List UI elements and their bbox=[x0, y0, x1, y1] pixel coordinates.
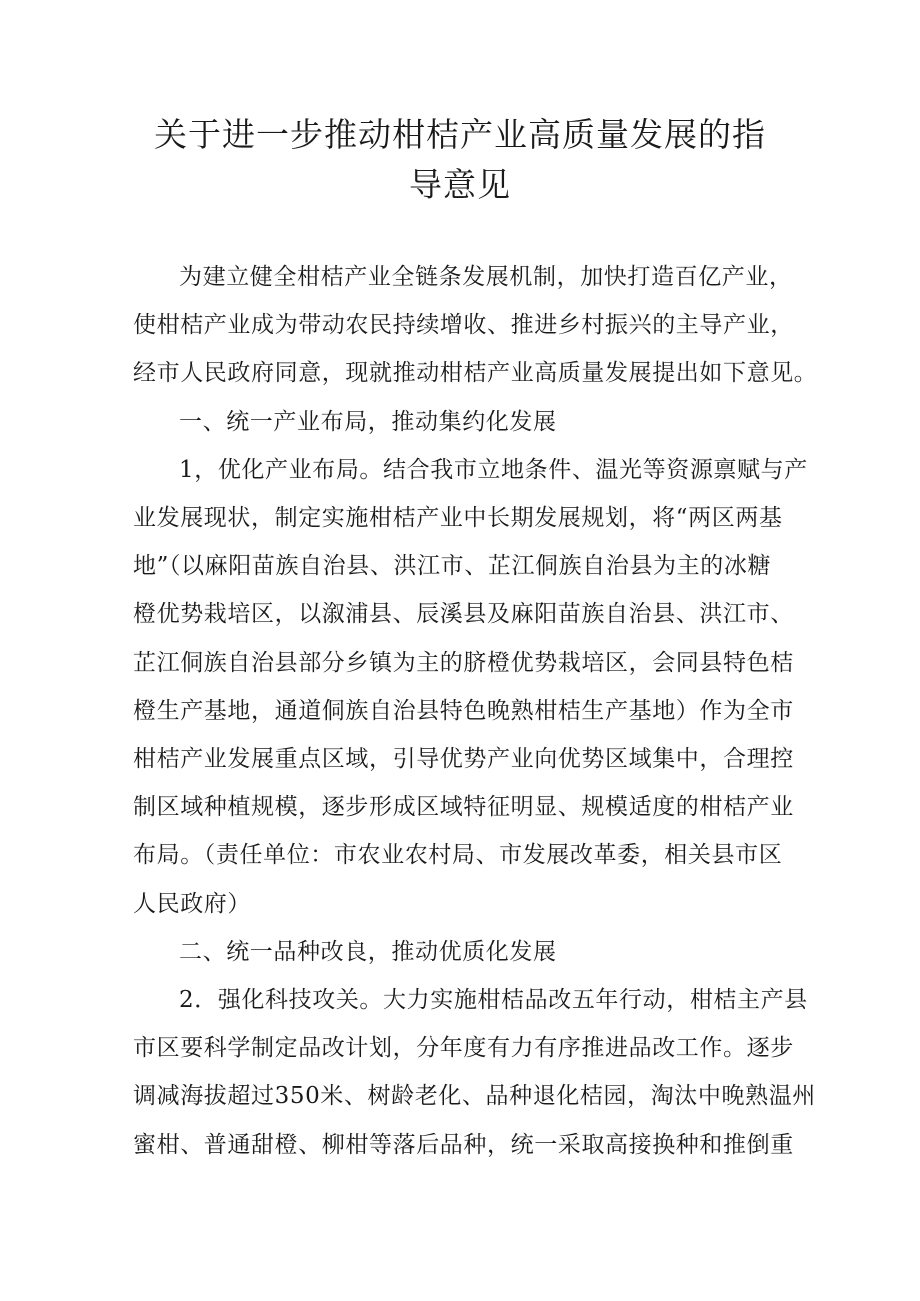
text-line: 布局。（责任单位：市农业农村局、市发展改革委，相关县市区 bbox=[133, 842, 783, 869]
text-line: 使柑桔产业成为带动农民持续增收、推进乡村振兴的主导产业， bbox=[133, 312, 794, 339]
text-line: 地”（以麻阳苗族自治县、洪江市、芷江侗族自治县为主的冰糖 bbox=[133, 553, 772, 580]
text-line: 1，优化产业布局。结合我市立地条件、温光等资源禀赋与产 bbox=[179, 456, 808, 483]
title-line-2: 导意见 bbox=[409, 165, 511, 204]
text-line: 芷江侗族自治县部分乡镇为主的脐橙优势栽培区，会同县特色桔 bbox=[133, 649, 794, 676]
section-heading-1: 一、统一产业布局，推动集约化发展 bbox=[179, 408, 557, 435]
title-line-1: 关于进一步推动柑桔产业高质量发展的指 bbox=[154, 115, 766, 154]
document-body bbox=[133, 253, 818, 1169]
section-heading-2: 二、统一品种改良，推动优质化发展 bbox=[179, 938, 557, 965]
text-line: 业发展现状，制定实施柑桔产业中长期发展规划，将“两区两基 bbox=[133, 505, 783, 532]
text-line: 制区域种植规模，逐步形成区域特征明显、规模适度的柑桔产业 bbox=[133, 794, 794, 821]
text-line: 人民政府） bbox=[133, 890, 251, 917]
paragraph-item-1 bbox=[133, 446, 813, 928]
text-line: 2．强化科技攻关。大力实施柑桔品改五年行动，柑桔主产县 bbox=[179, 987, 808, 1014]
text-line: 为建立健全柑桔产业全链条发展机制，加快打造百亿产业， bbox=[179, 264, 793, 290]
text-line: 调减海拔超过350米、树龄老化、品种退化桔园，淘汰中晚熟温州 bbox=[133, 1083, 816, 1110]
text-line: 柑桔产业发展重点区域，引导优势产业向优势区域集中，合理控 bbox=[133, 746, 794, 773]
text-line: 经市人民政府同意，现就推动柑桔产业高质量发展提出如下意见。 bbox=[133, 360, 818, 387]
text-line: 市区要科学制定品改计划，分年度有力有序推进品改工作。逐步 bbox=[133, 1035, 794, 1062]
paragraph-item-2 bbox=[133, 976, 816, 1169]
document-title bbox=[130, 110, 790, 210]
text-line: 橙优势栽培区，以溆浦县、辰溪县及麻阳苗族自治县、洪江市、 bbox=[133, 601, 794, 628]
text-line: 橙生产基地，通道侗族自治县特色晚熟柑桔生产基地）作为全市 bbox=[133, 697, 794, 724]
text-line: 蜜柑、普通甜橙、柳柑等落后品种，统一采取高接换种和推倒重 bbox=[133, 1131, 794, 1158]
intro-paragraph bbox=[133, 253, 818, 398]
